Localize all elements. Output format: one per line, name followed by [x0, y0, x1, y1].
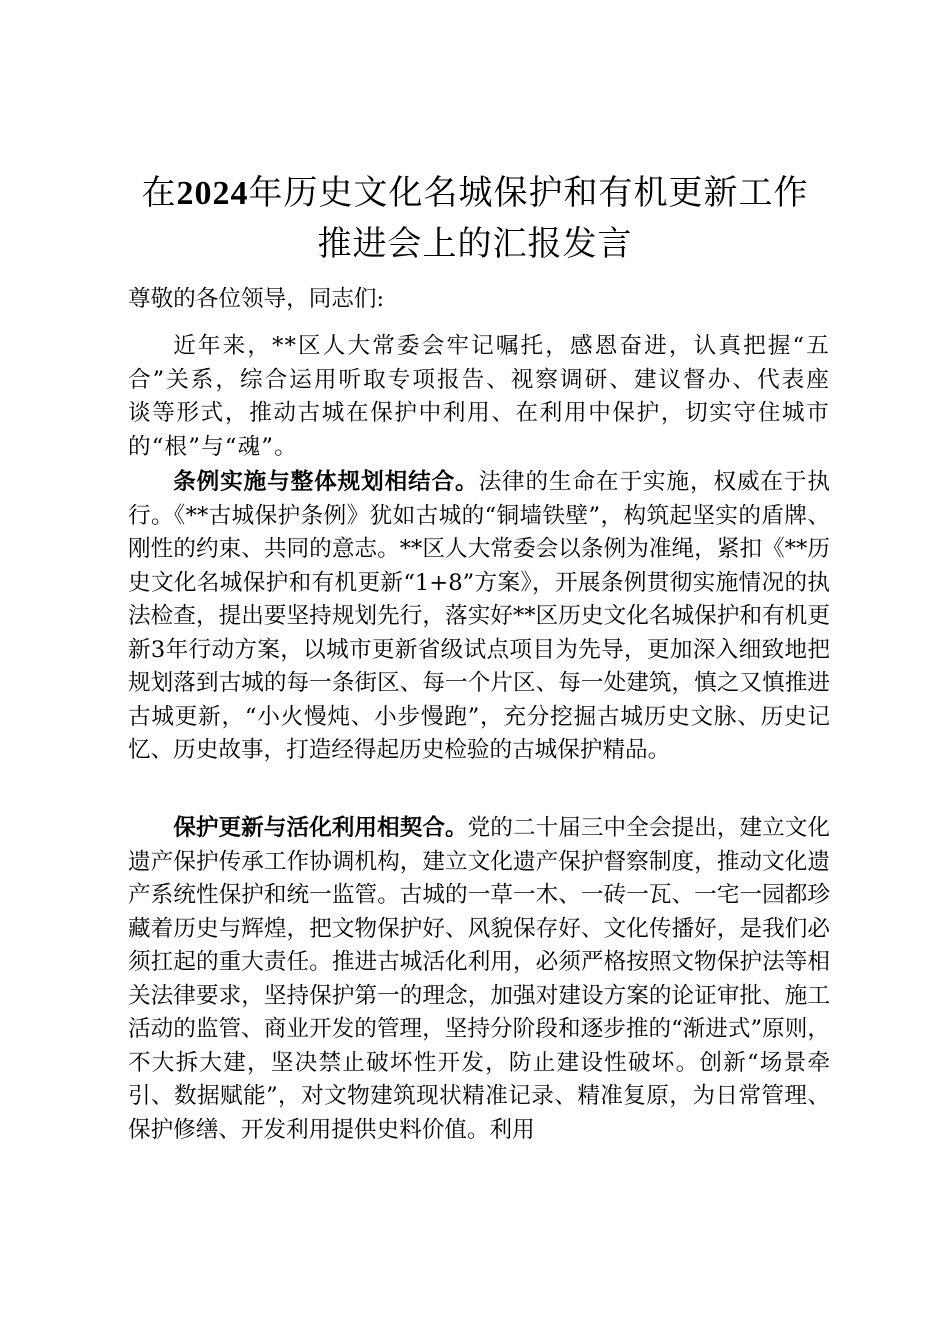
paragraph-text: 党的二十届三中全会提出，建立文化遗产保护传承工作协调机构，建立文化遗产保护督察制度，推动文化遗产系统性保护和统一监管。古城的一草一木、一砖一瓦、一宅一园都珍藏着历史与辉煌，把文物保护好、风貌保存好、文化传播好，是我们必须扛起的重大责任。推进古城活化利用，必须严格按照文物保护法等相关法律要求，坚持保护第一的理念，加强对建设方案的论证审批、施工活动的监管、商业开发的管理，坚持分阶段和逐步推的“渐进式”原则，不大拆大建，坚决禁止破坏性开发，防止建设性破坏。创新“场景牵引、数据赋能”，对文物建筑现状精准记录、精准复原，为日常管理、保护修缮、开发利用提供史料价值。利用 [128, 815, 831, 1143]
title-prefix: 在 [141, 173, 177, 213]
title-year: 2024 [176, 175, 249, 212]
title-line2: 推进会上的汇报发言 [317, 224, 633, 264]
paragraph-lead: 保护更新与活化利用相契合。 [173, 815, 468, 841]
paragraph-lead: 条例实施与整体规划相结合。 [173, 469, 479, 495]
greeting: 尊敬的各位领导，同志们: [128, 286, 385, 312]
document-title [120, 168, 830, 269]
paragraph-text: 近年来，**区人大常委会牢记嘱托，感恩奋进，认真把握“五合”关系，综合运用听取专项报告、视察调研、建议督办、代表座谈等形式，推动古城在保护中利用、在利用中保护，切实守住城市的“根”与“魂”。 [128, 333, 830, 460]
title-line1-rest: 年历史文化名城保护和有机更新工作 [248, 173, 809, 213]
paragraph-intro [128, 330, 830, 464]
paragraph-text: 法律的生命在于实施，权威在于执行。《**古城保护条例》犹如古城的“铜墙铁壁”，构筑起坚实的盾牌、刚性的约束、共同的意志。**区人大常委会以条例为准绳，紧扣《**历史文化名城保护和有机更新“1+8”方案》，开展条例贯彻实施情况的执法检查，提出要坚持规划先行，落实好**区历史文化名城保护和有机更新3年行动方案，以城市更新省级试点项目为先导，更加深入细致地把规划落到古城的每一条街区、每一个片区、每一处建筑，慎之又慎推进古城更新，“小火慢炖、小步慢跑”，充分挖掘古城历史文脉、历史记忆、历史故事，打造经得起历史检验的古城保护精品。 [128, 469, 831, 763]
paragraph-regulation-planning [128, 466, 830, 768]
paragraph-protection-utilization [128, 812, 830, 1147]
